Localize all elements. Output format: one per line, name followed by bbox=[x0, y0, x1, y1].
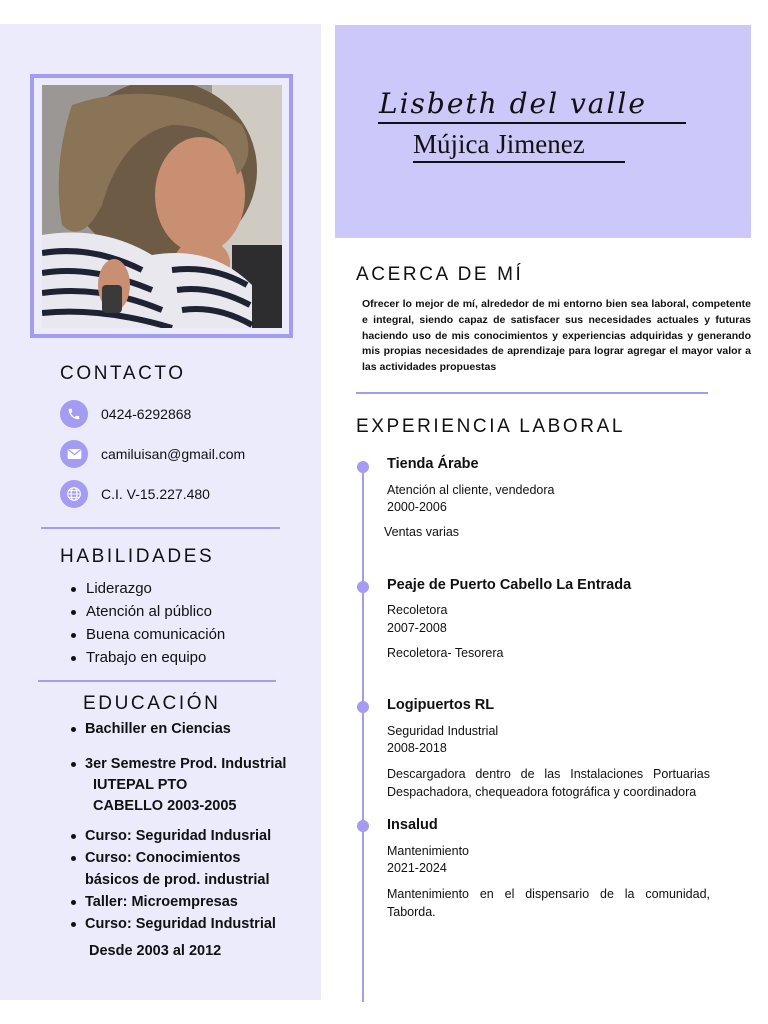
education-item: Taller: Microempresas bbox=[68, 891, 238, 913]
job-role: Atención al cliente, vendedora bbox=[387, 483, 555, 497]
education-period: Desde 2003 al 2012 bbox=[89, 943, 222, 959]
job-company: Tienda Árabe bbox=[387, 456, 479, 472]
education-title: EDUCACIÓN bbox=[83, 693, 221, 714]
job-years: 2007-2008 bbox=[387, 621, 447, 635]
contact-phone: 0424-6292868 bbox=[101, 406, 192, 422]
globe-icon bbox=[60, 480, 88, 508]
skills-title: HABILIDADES bbox=[60, 546, 215, 567]
name-underline bbox=[413, 161, 625, 163]
divider bbox=[356, 392, 708, 394]
education-item-detail: básicos de prod. industrial bbox=[85, 872, 270, 888]
timeline-dot bbox=[357, 461, 369, 473]
envelope-icon bbox=[60, 440, 88, 468]
timeline-dot bbox=[357, 820, 369, 832]
timeline-dot bbox=[357, 701, 369, 713]
list-item: Trabajo en equipo bbox=[68, 648, 225, 671]
job-description: Ventas varias bbox=[384, 525, 460, 539]
phone-icon bbox=[60, 400, 88, 428]
education-item: Curso: Seguridad Indusrial bbox=[68, 825, 271, 847]
contact-email-row bbox=[60, 440, 245, 468]
divider bbox=[38, 680, 276, 682]
job-role: Recoletora bbox=[387, 603, 448, 617]
name-header bbox=[335, 25, 751, 238]
job-description: Mantenimiento en el dispensario de la comunidad, Taborda. bbox=[387, 887, 710, 919]
job-description: Recoletora- Tesorera bbox=[387, 646, 504, 660]
job-role: Seguridad Industrial bbox=[387, 724, 499, 738]
job-company: Insalud bbox=[387, 817, 438, 833]
job-role: Mantenimiento bbox=[387, 844, 469, 858]
job-years: 2000-2006 bbox=[387, 500, 447, 514]
list-item: Buena comunicación bbox=[68, 625, 225, 648]
job-description: Descargadora dentro de las Instalaciones Portuarias Despachadora, chequeadora fotográfica y coordinadora bbox=[387, 767, 710, 799]
education-item: Curso: Conocimientos bbox=[68, 847, 240, 869]
timeline-dot bbox=[357, 581, 369, 593]
job-company: Logipuertos RL bbox=[387, 697, 495, 713]
education-item: Curso: Seguridad Industrial bbox=[68, 913, 276, 935]
list-item: Atención al público bbox=[68, 602, 225, 625]
job-company: Peaje de Puerto Cabello La Entrada bbox=[387, 577, 632, 593]
contact-email: camiluisan@gmail.com bbox=[101, 446, 246, 462]
name-surname: Mújica Jimenez bbox=[413, 129, 585, 159]
name-script: Lisbeth del valle bbox=[379, 87, 647, 120]
timeline-line bbox=[362, 466, 364, 1002]
contact-phone-row bbox=[60, 400, 191, 428]
job-years: 2008-2018 bbox=[387, 741, 447, 755]
profile-photo-frame bbox=[30, 74, 293, 338]
about-text: Ofrecer lo mejor de mí, alrededor de mi entorno bien sea laboral, competente e integral, siendo capaz de satisfacer sus necesidades actuales y futuras haciendo uso de mis conocimientos y experiencias adquiridas y generando mis propias necesidades de aprendizaje para lograr agregar el mayor valor a las actividades propuestas bbox=[362, 298, 751, 374]
contact-title: CONTACTO bbox=[60, 363, 186, 384]
job-years: 2021-2024 bbox=[387, 861, 447, 875]
list-item: Liderazgo bbox=[68, 579, 225, 602]
experience-title: EXPERIENCIA LABORAL bbox=[356, 416, 626, 437]
education-item: Bachiller en Ciencias bbox=[68, 718, 231, 740]
education-item-detail: IUTEPAL PTO bbox=[93, 777, 188, 793]
contact-id-row bbox=[60, 480, 210, 508]
about-title: ACERCA DE MÍ bbox=[356, 264, 524, 285]
name-underline bbox=[378, 122, 686, 124]
profile-photo bbox=[42, 85, 282, 328]
contact-id: C.I. V-15.227.480 bbox=[101, 486, 210, 502]
education-item-detail: CABELLO 2003-2005 bbox=[93, 798, 237, 814]
divider bbox=[41, 527, 280, 529]
education-item: 3er Semestre Prod. Industrial bbox=[68, 753, 286, 775]
skills-list bbox=[68, 579, 225, 671]
